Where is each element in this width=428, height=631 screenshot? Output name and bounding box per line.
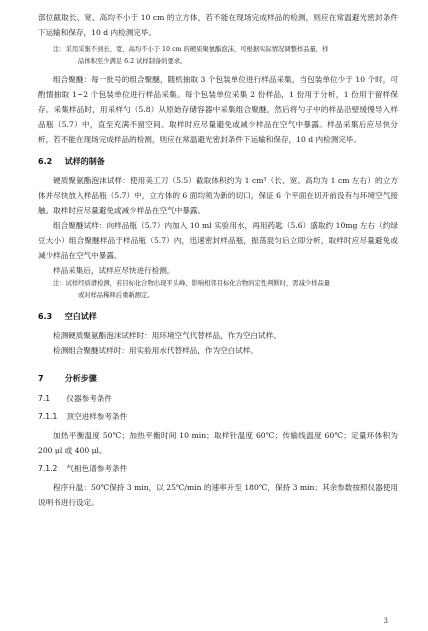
section-number: 7.1.2	[38, 464, 58, 473]
prep-paragraph: 样品采集后，试样应尽快进行检测。	[53, 266, 175, 275]
section-title: 顶空进样参考条件	[66, 412, 128, 421]
section-title: 空白试样	[64, 312, 97, 321]
section-number: 7.1.1	[38, 412, 58, 421]
blank-polyether-paragraph: 检测组合聚醚试样时：用实验用水代替样品，作为空白试样。	[53, 346, 259, 355]
section-6-3-heading	[38, 310, 398, 324]
section-title: 试样的制备	[64, 157, 105, 166]
section-number: 7	[38, 374, 44, 383]
section-7-1-1-heading	[38, 410, 398, 424]
section-title: 仪器参考条件	[66, 394, 112, 403]
section-title: 分析步骤	[64, 374, 97, 383]
section-7-1-heading	[38, 392, 398, 406]
note-dilution-line1: 注：试样经质谱检测，若目标化合物出现平头峰，影响相邻目标化合物的定性判断时，需减少样品量	[53, 280, 331, 287]
note-dilution-line2: 或对样品稀释后重新测定。	[78, 292, 154, 299]
intro-paragraph: 部位截取长、宽、高均不小于 10 cm 的立方体，若不能在现场完成样品的检测，则应在常温避光密封条件下运输和保存，10 d 内检测完毕。	[38, 13, 398, 37]
page-number: 3	[383, 617, 388, 625]
foam-specimen-paragraph: 硬质聚氨酯泡沫试样：使用美工刀（5.5）截取体积约为 1 cm³（长、宽、高均为 1 cm 左右）的立方体并尽快放入样品瓶（5.7）中，立方体的 6 面均须为新的切口，保证 6 个平面在切开前没有与环境空气接触。取样时应尽量避免或减少样品在空气中暴露。	[38, 176, 398, 215]
note-sampling-line1: 注：采用采集不到长、宽、高均不小于 10 cm 的硬质聚氨酯泡沫，可根据实际情况调整样品量，样	[53, 46, 329, 53]
section-number: 7.1	[38, 394, 51, 403]
section-title: 气相色谱参考条件	[66, 464, 128, 473]
section-number: 6.3	[38, 312, 53, 321]
note-dilution	[38, 278, 398, 302]
section-7-1-2-heading	[38, 462, 398, 476]
section-7-heading	[38, 372, 398, 386]
section-6-2-heading	[38, 155, 398, 169]
blank-foam-paragraph: 检测硬质聚氨酯泡沫试样时：用环境空气代替样品，作为空白试样。	[53, 331, 281, 340]
combined-polyether-sampling-paragraph: 组合聚醚：每一批号的组合聚醚，随机抽取 3 个包装单位进行样品采集，当包装单位少于 10 个时，可酌情抽取 1~2 个包装单位进行样品采集。每个包装单位采集 2 份样品，1 份用于分析，1 份用于留样保存。采集样品时，用采样勺（5.8）从原始存储容器中采集组合聚醚，然后将勺子中的样品沿壁缓慢导入样品瓶（5.7）中，直至充满不留空间。取样时应尽量避免或减少样品在空气中暴露。样品采集后应尽快分析，若不能在现场完成样品的检测，则应在常温避光密封条件下运输和保存，10 d 内检测完毕。	[38, 75, 398, 144]
note-sampling-line2: 品体积至少满足 6.2 试样制备的要求。	[78, 58, 187, 65]
gc-conditions-paragraph: 程序升温：50℃保持 3 min，以 25℃/min 的速率升至 180℃，保持 3 min；其余参数按照仪器使用说明书进行设定。	[38, 483, 398, 507]
note-sampling	[38, 44, 398, 68]
polyether-specimen-paragraph: 组合聚醚试样：向样品瓶（5.7）内加入 10 ml 实验用水，再用药匙（5.6）盛取约 10mg 左右（约绿豆大小）组合聚醚样品于样品瓶（5.7）内，迅速密封样品瓶，振荡混匀后立即分析，取样时应尽量避免或减少样品在空气中暴露。	[38, 221, 398, 260]
headspace-conditions-paragraph: 加热平衡温度 50℃；加热平衡时间 10 min；取样针温度 60℃；传输线温度 60℃；定量环体积为 200 μl 或 400 μl。	[38, 431, 398, 455]
section-number: 6.2	[38, 157, 53, 166]
